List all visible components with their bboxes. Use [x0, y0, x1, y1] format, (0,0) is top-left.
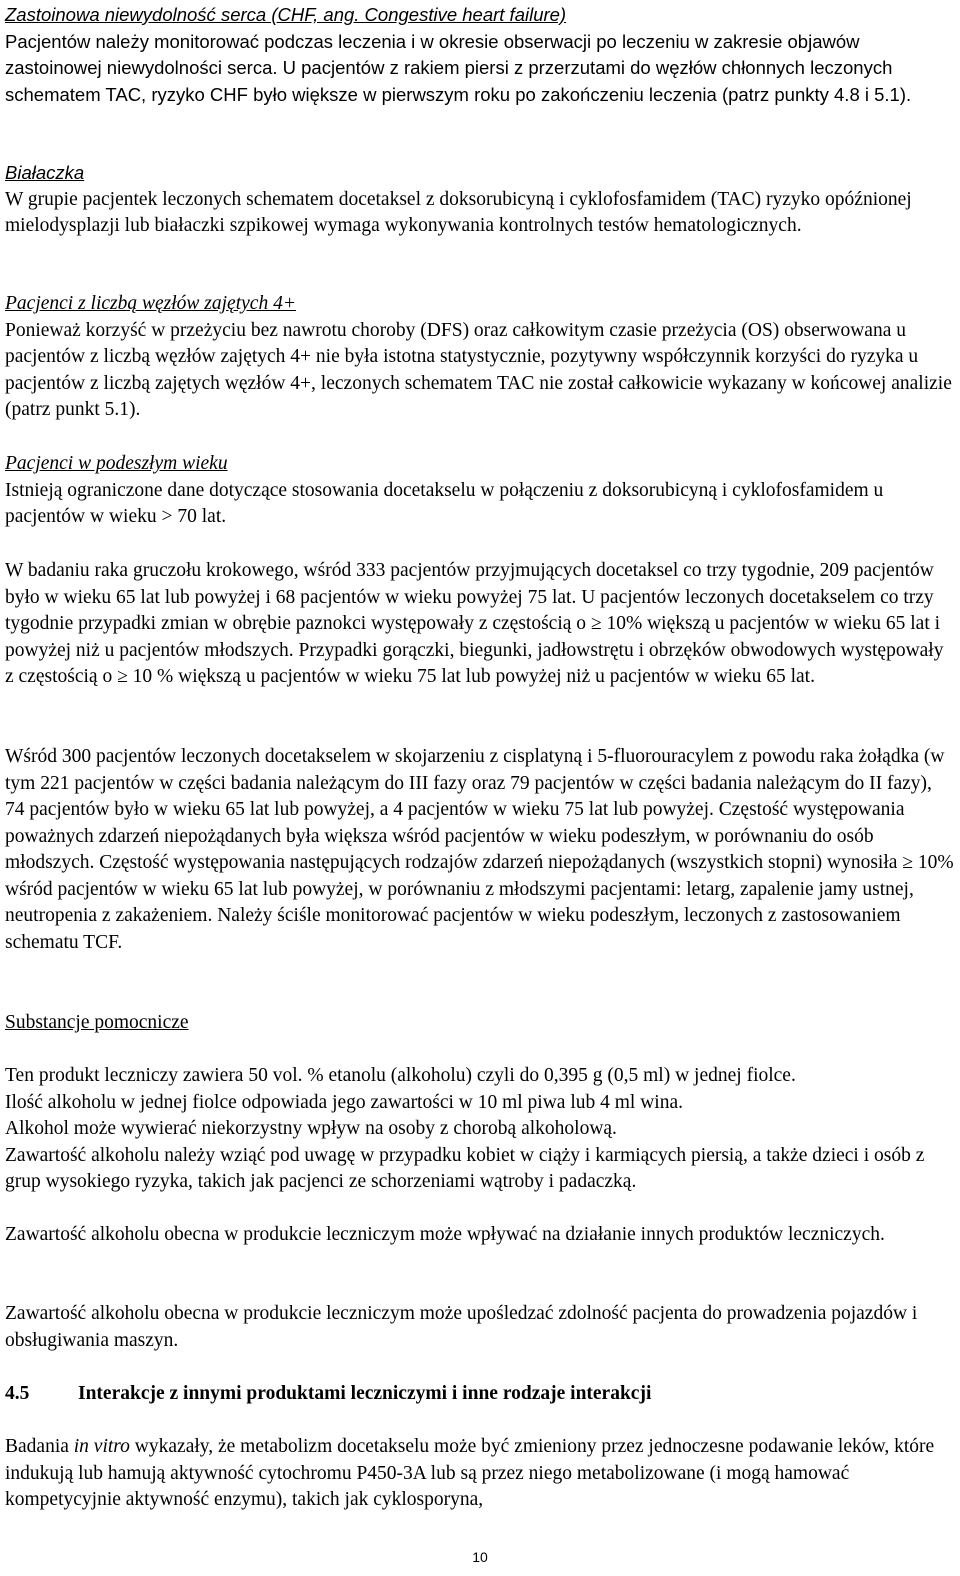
leukemia-heading: Białaczka	[5, 162, 85, 183]
leukemia-paragraph: W grupie pacjentek leczonych schematem docetaksel z doksorubicyną i cyklofosfamidem (TAC) ryzyko opóźnionej mielodysplazji lub białaczki szpikowej wymaga wykonywania kontrolnych testów hematologicznych.	[5, 188, 912, 236]
gastric-text: Wśród 300 pacjentów leczonych docetakselem w skojarzeniu z cisplatyną i 5-fluorouracylem z powodu raka żołądka (w tym 221 pacjentów w części badania należącym do III fazy oraz 79 pacjentów w części badania należącym do II fazy), 74 pacjentów było w wieku 65 lat lub powyżej, a 4 pacjentów w wieku 75 lat lub powyżej. Częstość występowania poważnych zdarzeń niepożądanych była większa wśród pacjentów w wieku podeszłym, w porównaniu do osób młodszych. Częstość występowania następujących rodzajów zdarzeń niepożądanych (wszystkich stopni) wynosiła ≥ 10% wśród pacjentów w wieku 65 lat lub powyżej, w porównaniu z młodszymi pacjentami: letarg, zapalenie jamy ustnej, neutropenia z zakażeniem. Należy ściśle monitorować pacjentów w wieku podeszłym, leczonych z zastosowaniem schematu TCF.	[5, 746, 954, 953]
excipients-line-3: Alkohol może wywierać niekorzystny wpływ na osoby z chorobą alkoholową.	[5, 1118, 617, 1139]
chf-paragraph	[5, 29, 955, 109]
excipients-paragraph	[5, 1063, 955, 1196]
interactions-in-vitro: in vitro	[73, 1436, 130, 1457]
elderly-section	[5, 451, 955, 531]
excipients-para-3: Zawartość alkoholu obecna w produkcie leczniczym może upośledzać zdolność pacjenta do prowadzenia pojazdów i obsługiwania maszyn.	[5, 1303, 918, 1351]
prostate-paragraph	[5, 558, 955, 691]
excipients-heading-block	[5, 1010, 955, 1037]
nodes-section	[5, 291, 955, 424]
page-number: 10	[472, 1549, 488, 1565]
excipients-line-4: Zawartość alkoholu należy wziąć pod uwagę w przypadku kobiet w ciąży i karmiących piersią, a także dzieci i osób z grup wysokiego ryzyka, takich jak pacjenci ze schorzeniami wątroby i padaczką.	[5, 1144, 925, 1192]
interactions-text-after: wykazały, że metabolizm docetakselu może być zmieniony przez jednoczesne podawanie leków, które indukują lub hamują aktywność cytochromu P450-3A lub są przez niego metabolizowane (i mogą hamować kompetycyjnie aktywność enzymu), takich jak cyklosporyna,	[5, 1436, 935, 1510]
elderly-heading: Pacjenci w podeszłym wieku	[5, 453, 228, 474]
interactions-text-before: Badania	[5, 1436, 74, 1457]
excipients-line-1: Ten produkt leczniczy zawiera 50 vol. % etanolu (alkoholu) czyli do 0,395 g (0,5 ml) w jednej fiolce.	[5, 1065, 796, 1086]
chf-heading: Zastoinowa niewydolność serca (CHF, ang. Congestive heart failure)	[5, 4, 567, 25]
nodes-heading: Pacjenci z liczbą węzłów zajętych 4+	[5, 293, 296, 314]
leukemia-section	[5, 160, 955, 240]
excipients-paragraph-3	[5, 1301, 955, 1354]
section-title: Interakcje z innymi produktami leczniczymi i inne rodzaje interakcji	[78, 1383, 652, 1404]
excipients-heading: Substancje pomocnicze	[5, 1012, 189, 1033]
chf-text-b: U pacjentów z rakiem piersi z przerzutami do węzłów chłonnych leczonych schematem TAC, ryzyko CHF było większe w pierwszym roku po zakończeniu leczenia (patrz punkty 4.8 i 5.1).	[5, 57, 912, 105]
chf-text-a: Pacjentów należy monitorować podczas leczenia i w okresie obserwacji po leczeniu w zakresie objawów zastoinowej niewydolności serca.	[5, 30, 860, 78]
nodes-paragraph: Ponieważ korzyść w przeżyciu bez nawrotu choroby (DFS) oraz całkowitym czasie przeżycia (OS) obserwowana u pacjentów z liczbą węzłów zajętych 4+ nie była istotna statystycznie, pozytywny współczynnik korzyści do ryzyka u pacjentów z liczbą zajętych węzłów 4+, leczonych schematem TAC nie został całkowicie wykazany w końcowej analizie (patrz punkt 5.1).	[5, 319, 952, 420]
interactions-paragraph	[5, 1434, 955, 1514]
section-heading	[5, 1381, 955, 1407]
excipients-line-2: Ilość alkoholu w jednej fiolce odpowiada jego zawartości w 10 ml piwa lub 4 ml wina.	[5, 1091, 683, 1113]
prostate-text: W badaniu raka gruczołu krokowego, wśród 333 pacjentów przyjmujących docetaksel co trzy tygodnie, 209 pacjentów było w wieku 65 lat lub powyżej i 68 pacjentów w wieku powyżej 75 lat. U pacjentów leczonych docetakselem co trzy tygodnie przypadki zmian w obrębie paznokci występowały z częstością o ≥ 10% większą u pacjentów w wieku 65 lat i powyżej niż u pacjentów młodszych. Przypadki gorączki, biegunki, jadłowstrętu i obrzęków obwodowych występowały z częstością o ≥ 10 % większą u pacjentów w wieku 75 lat lub powyżej niż u pacjentów w wieku 65 lat.	[5, 560, 944, 687]
gastric-paragraph	[5, 744, 955, 956]
excipients-para-2: Zawartość alkoholu obecna w produkcie leczniczym może wpływać na działanie innych produktów leczniczych.	[5, 1224, 885, 1245]
elderly-paragraph: Istnieją ograniczone dane dotyczące stosowania docetakselu w połączeniu z doksorubicyną i cyklofosfamidem u pacjentów w wieku > 70 lat.	[5, 479, 884, 527]
interactions-text	[5, 1434, 955, 1514]
chf-section	[5, 2, 955, 108]
excipients-paragraph-2	[5, 1222, 955, 1249]
section-number: 4.5	[5, 1383, 30, 1404]
